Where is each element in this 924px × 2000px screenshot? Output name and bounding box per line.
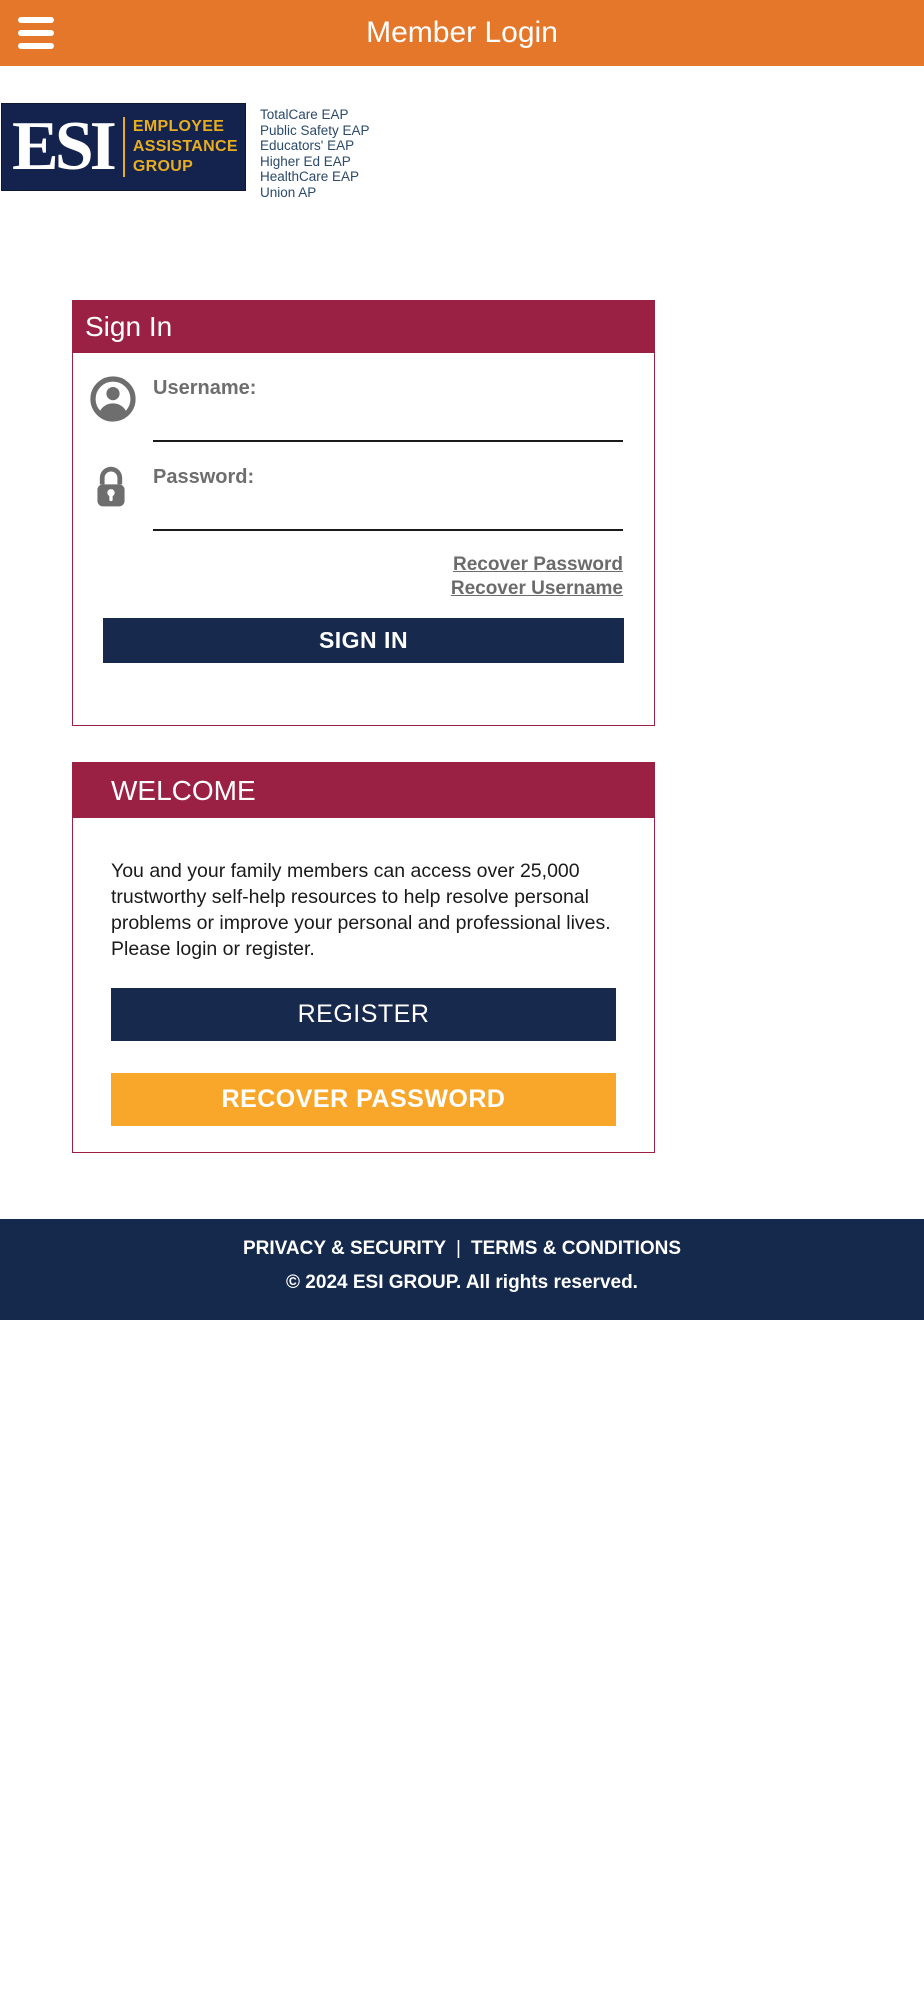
tagline-line: EMPLOYEE	[132, 118, 225, 135]
program-item: Higher Ed EAP	[260, 153, 351, 169]
lock-icon	[89, 458, 153, 531]
recover-username-link[interactable]: Recover Username	[450, 578, 623, 599]
privacy-security-link[interactable]: PRIVACY & SECURITY	[242, 1238, 447, 1259]
password-row	[73, 442, 654, 531]
sign-in-button[interactable]: SIGN IN	[103, 618, 624, 663]
sign-in-card-header	[73, 301, 654, 353]
program-item: Public Safety EAP	[260, 122, 370, 138]
sign-in-card	[72, 300, 655, 726]
password-input[interactable]	[153, 495, 623, 531]
password-field-group	[153, 458, 623, 531]
tagline-line: ASSISTANCE	[132, 138, 238, 155]
logo-block	[0, 103, 924, 200]
copyright-text: © 2024 ESI GROUP. All rights reserved.	[286, 1272, 638, 1293]
username-label: Username:	[153, 377, 257, 399]
program-item: Educators' EAP	[260, 138, 355, 153]
username-field-group	[153, 369, 623, 442]
welcome-card-header	[73, 763, 654, 818]
app-header	[0, 0, 924, 66]
welcome-body	[73, 818, 654, 1152]
program-list	[260, 103, 370, 200]
footer-links	[0, 1238, 924, 1260]
program-item: TotalCare EAP	[260, 107, 349, 122]
page-footer	[0, 1219, 924, 1320]
username-row	[73, 353, 654, 442]
username-input[interactable]	[153, 406, 623, 442]
sign-in-title: Sign In	[85, 311, 173, 342]
program-item: Union AP	[260, 184, 317, 200]
program-item: HealthCare EAP	[260, 169, 360, 184]
user-avatar-icon	[89, 369, 153, 442]
esi-logo-text: ESI	[12, 108, 113, 185]
terms-conditions-link[interactable]: TERMS & CONDITIONS	[470, 1238, 682, 1259]
footer-separator: |	[456, 1238, 461, 1259]
welcome-title: WELCOME	[111, 774, 256, 806]
hamburger-menu-icon[interactable]	[18, 17, 54, 49]
recover-links	[73, 553, 654, 601]
recover-password-link[interactable]: Recover Password	[452, 554, 623, 575]
welcome-text: You and your family members can access over 25,000 trustworthy self-help resources to help resolve personal problems or improve your personal and professional lives. Please login or register.	[111, 860, 611, 960]
welcome-card	[72, 762, 655, 1153]
tagline-line: GROUP	[132, 158, 194, 175]
esi-logo-tagline	[123, 117, 238, 177]
page-title: Member Login	[366, 16, 558, 49]
recover-password-button[interactable]: RECOVER PASSWORD	[111, 1073, 616, 1126]
esi-logo	[1, 103, 246, 191]
password-label: Password:	[153, 466, 255, 488]
register-button[interactable]: REGISTER	[111, 988, 616, 1041]
